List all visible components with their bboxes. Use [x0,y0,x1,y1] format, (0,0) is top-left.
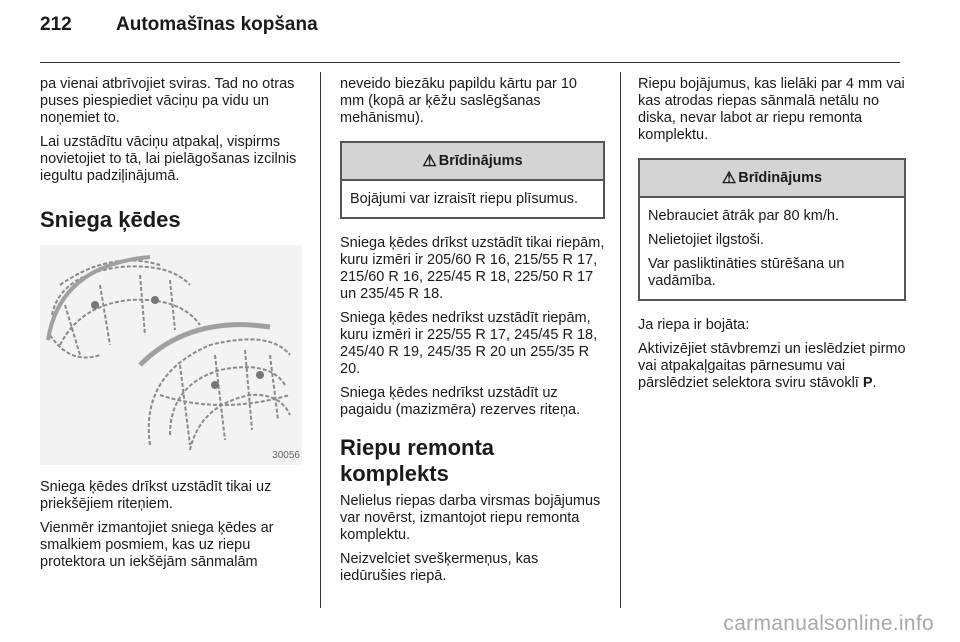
paragraph: Ja riepa ir bojāta: [638,317,750,333]
page-header [40,14,318,46]
warning-text: Nebrauciet ātrāk par 80 km/h. [648,208,840,224]
header-divider [40,62,900,63]
paragraph: Lai uzstādītu vāciņu atpakaļ, vispirms novietojiet to tā, lai pielāgošanas izcilnis iegultu padziļinājumā. [40,134,297,184]
warning-header [640,160,904,198]
paragraph-end: . [872,375,877,391]
warning-triangle-icon: ⚠ [422,153,437,170]
paragraph: Nelielus riepas darba virsmas bojājumus var novērst, izmantojot riepu remonta komplektu. [340,493,601,543]
warning-body [640,198,904,299]
warning-text: Nelietojiet ilgstoši. [648,232,765,248]
column-1 [40,76,305,578]
paragraph: Sniega ķēdes nedrīkst uzstādīt uz pagaidu (mazizmēra) rezerves riteņa. [340,385,581,418]
page-number: 212 [40,14,72,35]
section-heading: Sniega ķēdes [40,207,181,232]
warning-text: Var pasliktināties stūrēšana un vadāmība. [648,256,845,289]
paragraph: Neizvelciet svešķermeņus, kas iedūrušies riepā. [340,551,539,584]
paragraph-text: Aktivizējiet stāvbremzi un ieslēdziet pirmo vai atpakaļgaitas pārnesumu vai pārslēdziet selektora sviru stāvoklī [638,341,906,391]
gear-position-p: P [862,375,873,391]
paragraph: Sniega ķēdes nedrīkst uzstādīt riepām, kuru izmēri ir 225/55 R 17, 245/45 R 18, 245/40 R 19, 245/35 R 20 un 255/35 R 20. [340,310,598,377]
warning-box [638,158,906,301]
section-heading: Riepu remonta komplekts [340,435,495,486]
warning-title: Brīdinājums [438,153,523,169]
column-3 [638,76,906,399]
paragraph: Sniega ķēdes drīkst uzstādīt tikai uz priekšējiem riteņiem. [40,479,272,512]
snow-chains-illustration [40,245,302,465]
warning-box [340,141,605,219]
column-divider [620,72,621,608]
snow-chain-drawing [40,245,302,465]
figure-number: 30056 [272,450,300,461]
warning-body [342,181,603,217]
paragraph: Sniega ķēdes drīkst uzstādīt tikai riepām, kuru izmēri ir 205/60 R 16, 215/55 R 17, 215/60 R 16, 225/45 R 18, 225/50 R 17 un 235/45 R 18. [340,235,605,302]
warning-title: Brīdinājums [738,170,823,186]
column-divider [320,72,321,608]
watermark: carmanualsonline.info [723,612,934,635]
column-2 [340,76,605,592]
warning-header [342,143,603,181]
paragraph: Vienmēr izmantojiet sniega ķēdes ar smalkiem posmiem, kas uz riepu protektora un iekšējām sānmalām [40,520,274,570]
paragraph: Riepu bojājumus, kas lielāki par 4 mm vai kas atrodas riepas sānmalā netālu no diska, nevar labot ar riepu remonta komplektu. [638,76,905,143]
warning-text: Bojājumi var izraisīt riepu plīsumus. [350,191,579,207]
paragraph: pa vienai atbrīvojiet sviras. Tad no otras puses piespiediet vāciņu pa vidu un noņemiet to. [40,76,295,126]
warning-triangle-icon: ⚠ [721,170,737,187]
paragraph: neveido biezāku papildu kārtu par 10 mm (kopā ar ķēžu saslēgšanas mehānismu). [340,76,577,126]
paragraph [638,341,906,392]
page-title: Automašīnas kopšana [116,14,318,35]
